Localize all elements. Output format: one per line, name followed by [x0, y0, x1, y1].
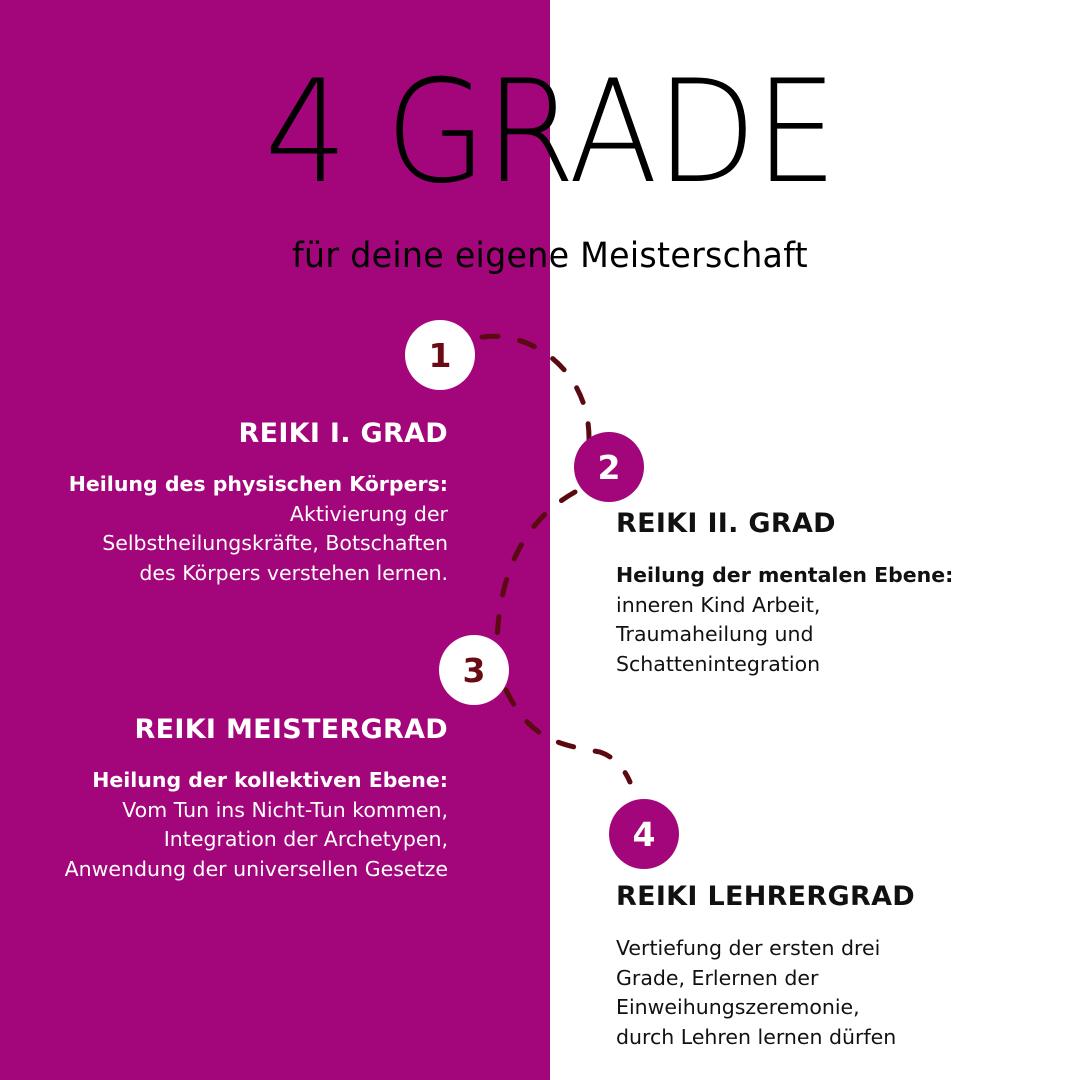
path-segment-3-4 — [506, 690, 630, 782]
step-3-description — [8, 766, 448, 884]
step-3-bold-line: Heilung der kollektiven Ebene: — [92, 768, 448, 792]
step-3-line: Anwendung der universellen Gesetze — [64, 856, 448, 881]
step-1-line: Aktivierung der — [289, 501, 448, 526]
step-2-number-badge: 2 — [574, 432, 644, 502]
page-title: 4 GRADE — [264, 50, 836, 215]
step-4-line: Einweihungszeremonie, — [616, 995, 860, 1019]
step-3-line: Vom Tun ins Nicht-Tun kommen, — [122, 797, 448, 822]
step-3-heading: REIKI MEISTERGRAD — [134, 714, 448, 745]
step-1-line: des Körpers verstehen lernen. — [139, 560, 448, 585]
step-1-heading: REIKI I. GRAD — [238, 418, 448, 449]
step-3-line: Integration der Archetypen, — [163, 827, 448, 851]
path-segment-2-3 — [497, 492, 575, 640]
step-4-description — [616, 934, 1056, 1052]
step-3-number-badge: 3 — [439, 635, 509, 705]
step-2-line: inneren Kind Arbeit, — [616, 592, 821, 617]
path-segment-1-2 — [482, 336, 589, 440]
step-2-line: Traumaheilung und — [616, 622, 814, 646]
step-2-heading: REIKI II. GRAD — [616, 508, 836, 539]
step-1-description — [8, 470, 448, 588]
step-1-bold-line: Heilung des physischen Körpers: — [68, 472, 448, 496]
step-4-line: durch Lehren lernen dürfen — [616, 1024, 897, 1049]
step-2-description — [616, 561, 1056, 679]
step-4-line: Grade, Erlernen der — [616, 965, 819, 990]
step-1-number-badge: 1 — [405, 320, 475, 390]
step-4-line: Vertiefung der ersten drei — [616, 936, 881, 960]
step-1-line: Selbstheilungskräfte, Botschaften — [102, 531, 448, 555]
step-4-heading: REIKI LEHRERGRAD — [616, 881, 915, 912]
page-subtitle: für deine eigene Meisterschaft — [292, 236, 808, 276]
step-2-line: Schattenintegration — [616, 651, 821, 676]
step-2-bold-line: Heilung der mentalen Ebene: — [616, 563, 954, 587]
step-4-number-badge: 4 — [609, 799, 679, 869]
